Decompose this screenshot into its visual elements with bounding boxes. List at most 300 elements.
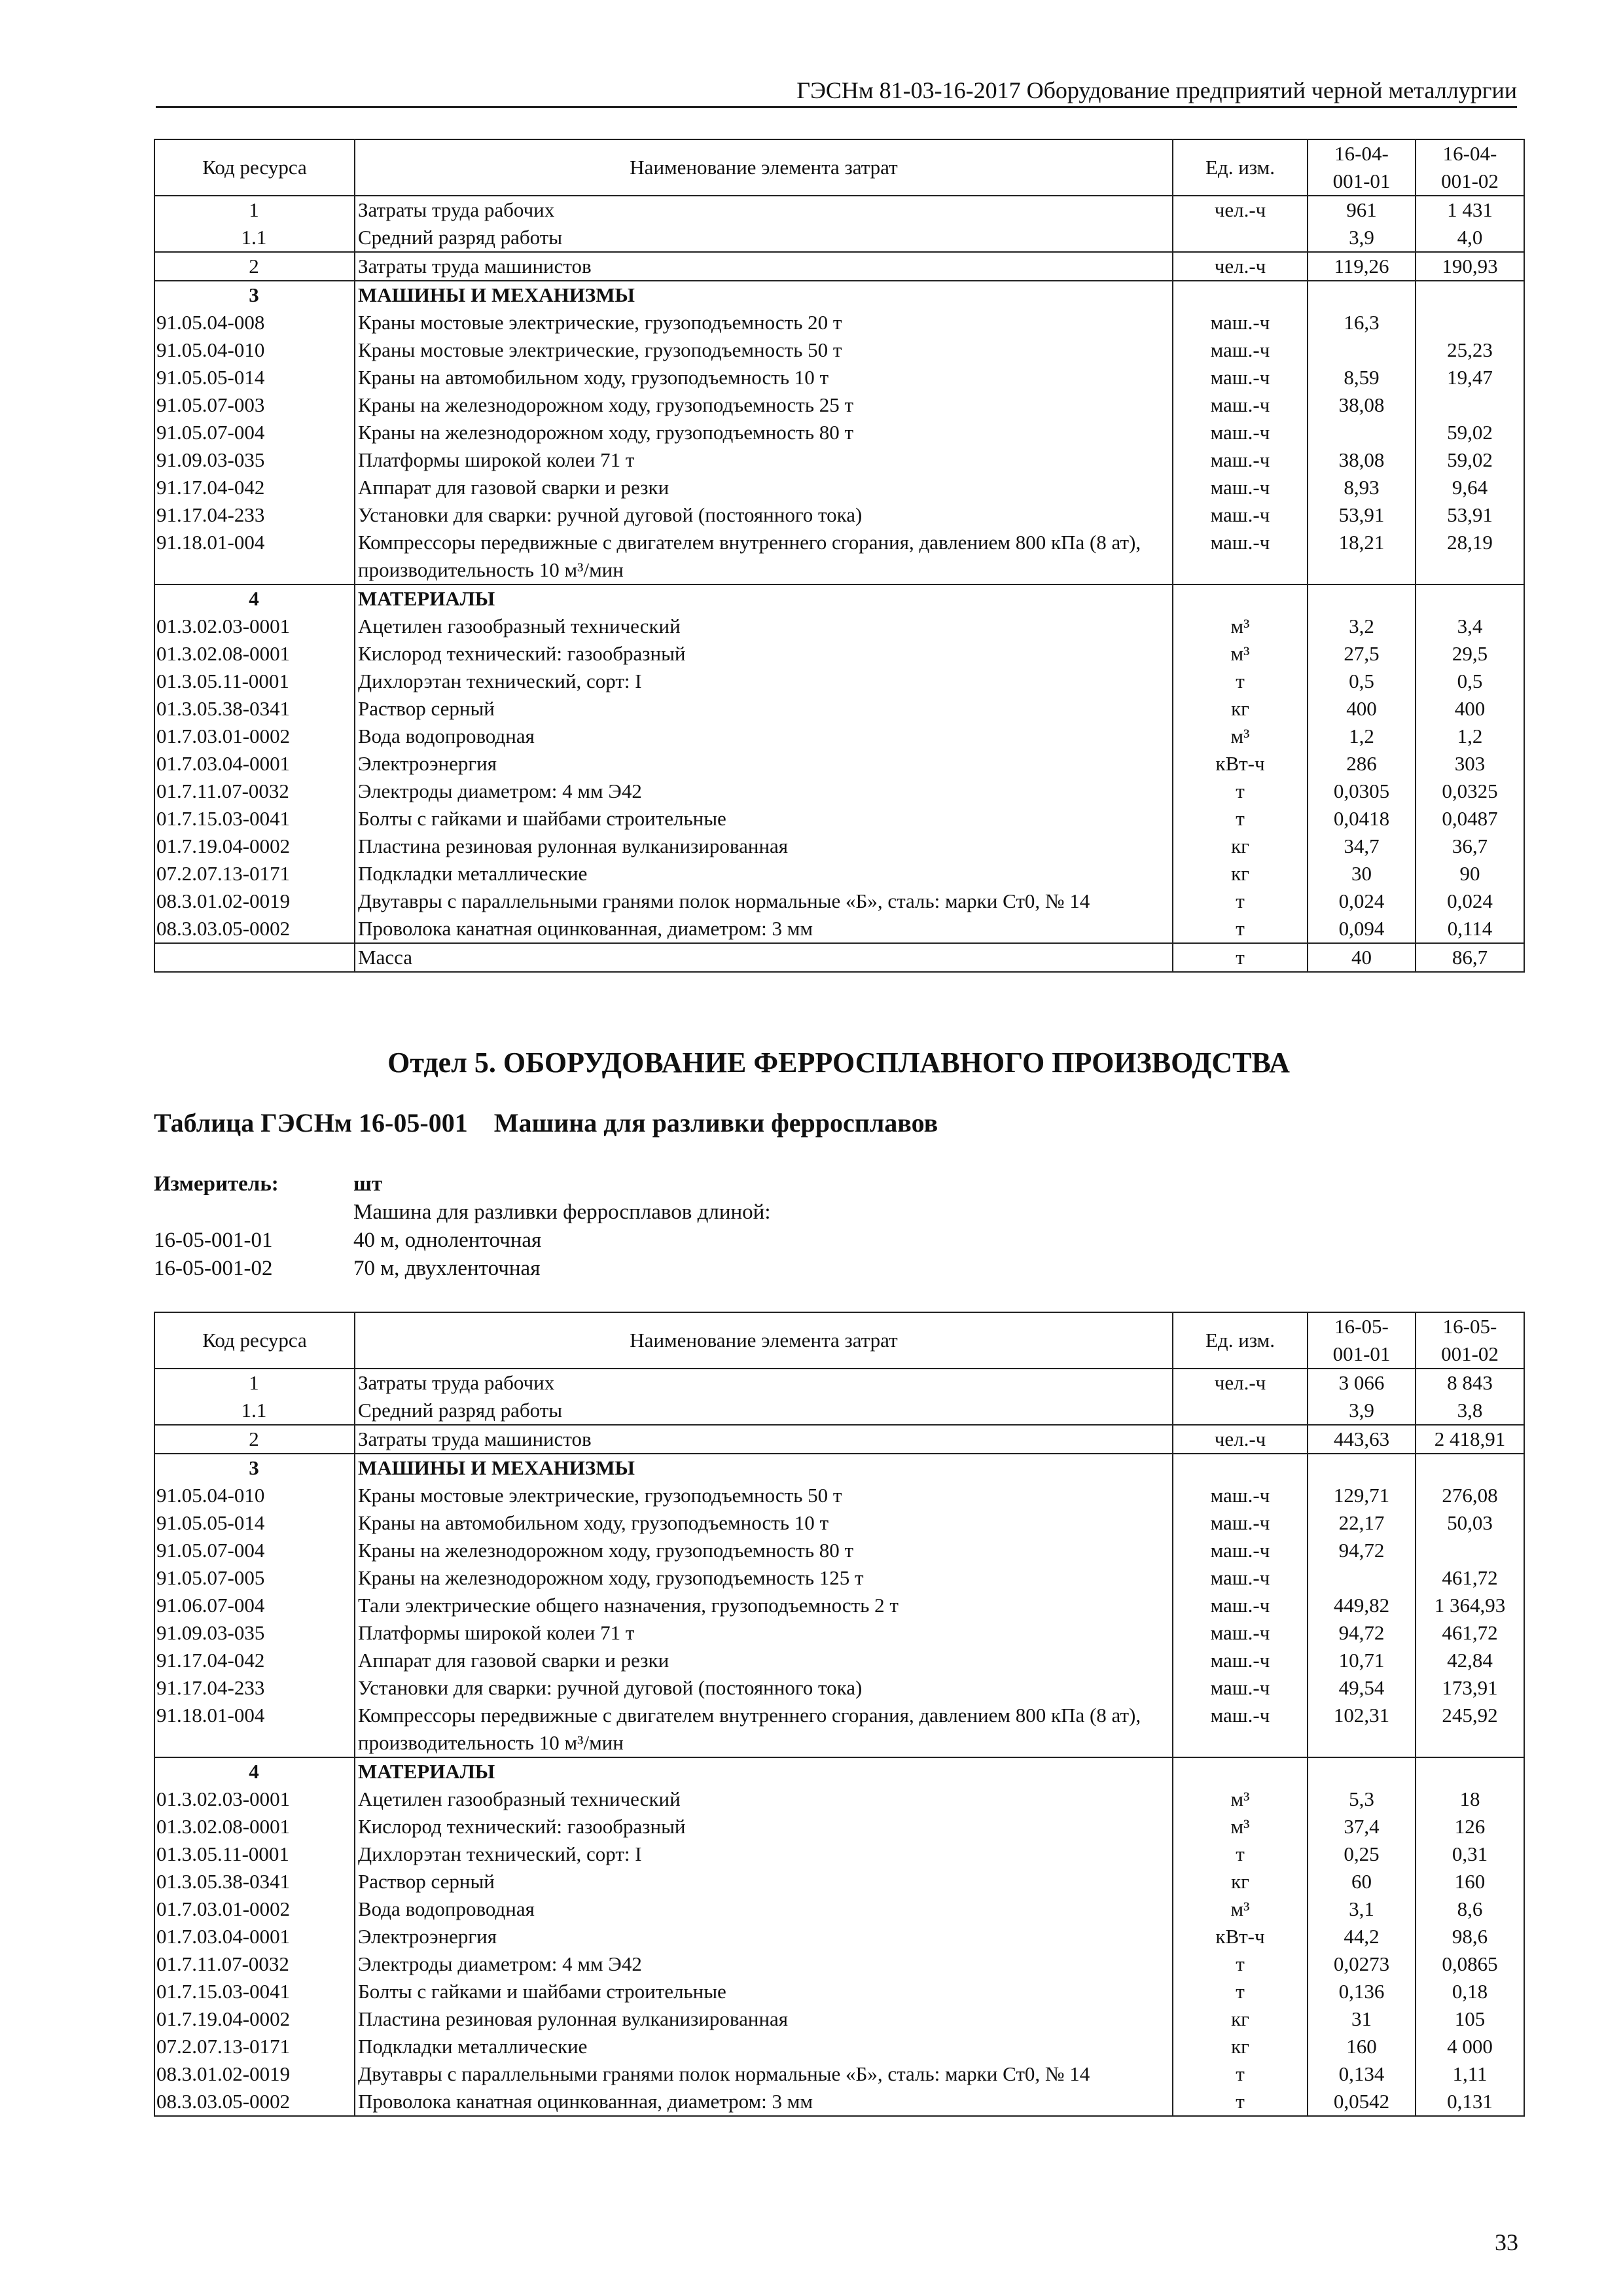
cell-name: Пластина резиновая рулонная вулканизированная xyxy=(355,2005,1173,2033)
cell-code: 01.7.03.04-0001 xyxy=(154,1923,355,1950)
cell-value-2: 19,47 xyxy=(1416,364,1524,391)
cell-name: Установки для сварки: ручной дуговой (постоянного тока) xyxy=(355,1674,1173,1702)
cell-name: Ацетилен газообразный технический xyxy=(355,613,1173,640)
cell-name: Кислород технический: газообразный xyxy=(355,1813,1173,1840)
cell-value-1 xyxy=(1308,336,1416,364)
table-row xyxy=(154,419,1524,446)
cell-unit: маш.-ч xyxy=(1173,1509,1308,1537)
cell-unit: чел.-ч xyxy=(1173,252,1308,281)
cell-code: 91.09.03-035 xyxy=(154,1619,355,1647)
cell-value-2 xyxy=(1416,1757,1524,1785)
cell-value-2: 173,91 xyxy=(1416,1674,1524,1702)
cell-name: Подкладки металлические xyxy=(355,2033,1173,2060)
cell-value-1: 0,5 xyxy=(1308,668,1416,695)
norm-code-part: 16-05- xyxy=(1334,1315,1389,1338)
table-row xyxy=(154,1813,1524,1840)
table-row xyxy=(154,1757,1524,1785)
cell-value-1: 160 xyxy=(1308,2033,1416,2060)
cell-name: Средний разряд работы xyxy=(355,1397,1173,1425)
cell-code: 1 xyxy=(154,196,355,224)
table-row xyxy=(154,1397,1524,1425)
table-row xyxy=(154,888,1524,915)
cell-unit xyxy=(1173,224,1308,252)
cell-unit: кВт-ч xyxy=(1173,750,1308,778)
cell-value-2 xyxy=(1416,1454,1524,1482)
cell-code: 91.17.04-233 xyxy=(154,1674,355,1702)
table-row xyxy=(154,2060,1524,2088)
cell-unit: маш.-ч xyxy=(1173,309,1308,336)
cell-unit: м³ xyxy=(1173,613,1308,640)
table-row xyxy=(154,1978,1524,2005)
column-header-code: Код ресурса xyxy=(154,139,355,196)
cell-code: 91.18.01-004 xyxy=(154,529,355,584)
table-row xyxy=(154,2088,1524,2116)
table-row xyxy=(154,640,1524,668)
table-row xyxy=(154,1369,1524,1397)
cell-code: 08.3.03.05-0002 xyxy=(154,2088,355,2116)
cell-value-1: 30 xyxy=(1308,860,1416,888)
cell-value-2: 8,6 xyxy=(1416,1895,1524,1923)
cell-value-2: 50,03 xyxy=(1416,1509,1524,1537)
table-row xyxy=(154,446,1524,474)
cell-name: Двутавры с параллельными гранями полок нормальные «Б», сталь: марки Ст0, № 14 xyxy=(355,888,1173,915)
cell-value-1: 0,094 xyxy=(1308,915,1416,943)
table-row xyxy=(154,309,1524,336)
cell-name: Дихлорэтан технический, сорт: I xyxy=(355,668,1173,695)
cell-name: Проволока канатная оцинкованная, диаметром: 3 мм xyxy=(355,2088,1173,2116)
cell-unit: маш.-ч xyxy=(1173,1619,1308,1647)
cell-unit: т xyxy=(1173,1950,1308,1978)
cell-unit: т xyxy=(1173,1978,1308,2005)
column-header-norm-1 xyxy=(1308,1312,1416,1369)
table-row xyxy=(154,2005,1524,2033)
cell-name: Краны мостовые электрические, грузоподъемность 50 т xyxy=(355,1482,1173,1509)
table-row xyxy=(154,943,1524,972)
cell-code: 01.7.03.04-0001 xyxy=(154,750,355,778)
cell-code: 01.3.02.08-0001 xyxy=(154,1813,355,1840)
cell-unit: т xyxy=(1173,2088,1308,2116)
cell-name: МАШИНЫ И МЕХАНИЗМЫ xyxy=(355,281,1173,309)
cell-unit: кг xyxy=(1173,1868,1308,1895)
cell-unit: м³ xyxy=(1173,1785,1308,1813)
cell-code: 01.7.03.01-0002 xyxy=(154,723,355,750)
cell-name: Краны мостовые электрические, грузоподъемность 50 т xyxy=(355,336,1173,364)
cell-value-1: 0,25 xyxy=(1308,1840,1416,1868)
cell-value-2: 0,0325 xyxy=(1416,778,1524,805)
table-row xyxy=(154,1923,1524,1950)
cell-unit: м³ xyxy=(1173,640,1308,668)
cell-value-2: 59,02 xyxy=(1416,419,1524,446)
cell-unit: маш.-ч xyxy=(1173,501,1308,529)
cell-name: Двутавры с параллельными гранями полок нормальные «Б», сталь: марки Ст0, № 14 xyxy=(355,2060,1173,2088)
cell-value-2: 1 364,93 xyxy=(1416,1592,1524,1619)
cell-unit: т xyxy=(1173,778,1308,805)
cell-name: Электроды диаметром: 4 мм Э42 xyxy=(355,1950,1173,1978)
resource-table-16-04-001 xyxy=(154,139,1525,973)
cell-code: 91.05.04-010 xyxy=(154,1482,355,1509)
table-row xyxy=(154,501,1524,529)
cell-name: Электроэнергия xyxy=(355,1923,1173,1950)
cell-value-1: 49,54 xyxy=(1308,1674,1416,1702)
measure-unit: шт xyxy=(353,1172,383,1196)
measure-label: Измеритель: xyxy=(154,1172,279,1196)
cell-code: 4 xyxy=(154,584,355,613)
cell-name: Подкладки металлические xyxy=(355,860,1173,888)
norm-code-part: 001-01 xyxy=(1332,170,1391,192)
table-title xyxy=(154,1107,938,1138)
cell-value-1: 0,136 xyxy=(1308,1978,1416,2005)
table-row xyxy=(154,529,1524,584)
cell-value-1: 16,3 xyxy=(1308,309,1416,336)
norm-code-part: 001-02 xyxy=(1441,1342,1499,1365)
cell-unit: кг xyxy=(1173,695,1308,723)
cell-name: Пластина резиновая рулонная вулканизированная xyxy=(355,833,1173,860)
cell-value-2: 90 xyxy=(1416,860,1524,888)
table-row xyxy=(154,695,1524,723)
cell-unit: т xyxy=(1173,915,1308,943)
measure-item-code: 16-05-001-02 xyxy=(154,1257,273,1280)
cell-code: 2 xyxy=(154,252,355,281)
cell-value-2: 3,8 xyxy=(1416,1397,1524,1425)
cell-name: Краны на железнодорожном ходу, грузоподъемность 25 т xyxy=(355,391,1173,419)
cell-code: 91.05.07-005 xyxy=(154,1564,355,1592)
cell-unit: чел.-ч xyxy=(1173,196,1308,224)
cell-unit: маш.-ч xyxy=(1173,474,1308,501)
table-row xyxy=(154,778,1524,805)
table-row xyxy=(154,1647,1524,1674)
cell-value-1: 0,134 xyxy=(1308,2060,1416,2088)
table-row xyxy=(154,252,1524,281)
cell-value-1: 449,82 xyxy=(1308,1592,1416,1619)
cell-value-2: 126 xyxy=(1416,1813,1524,1840)
cell-value-2: 0,18 xyxy=(1416,1978,1524,2005)
cell-unit: кг xyxy=(1173,833,1308,860)
cell-value-2: 59,02 xyxy=(1416,446,1524,474)
norm-code-part: 16-04- xyxy=(1442,142,1497,165)
column-header-name: Наименование элемента затрат xyxy=(355,1312,1173,1369)
cell-code: 91.17.04-042 xyxy=(154,1647,355,1674)
cell-code: 01.3.05.11-0001 xyxy=(154,668,355,695)
cell-value-1: 22,17 xyxy=(1308,1509,1416,1537)
measure-row xyxy=(154,1227,771,1255)
cell-code: 91.09.03-035 xyxy=(154,446,355,474)
cell-code: 2 xyxy=(154,1425,355,1454)
table-title-name: Машина для разливки ферросплавов xyxy=(493,1108,938,1138)
cell-value-1: 38,08 xyxy=(1308,446,1416,474)
cell-code: 3 xyxy=(154,1454,355,1482)
cell-value-2: 1,11 xyxy=(1416,2060,1524,2088)
cell-code: 91.05.04-008 xyxy=(154,309,355,336)
table-row xyxy=(154,805,1524,833)
cell-value-2: 461,72 xyxy=(1416,1564,1524,1592)
cell-name: Краны на железнодорожном ходу, грузоподъемность 80 т xyxy=(355,1537,1173,1564)
cell-value-2: 400 xyxy=(1416,695,1524,723)
cell-name: Краны на автомобильном ходу, грузоподъемность 10 т xyxy=(355,364,1173,391)
cell-value-2 xyxy=(1416,391,1524,419)
column-header-name: Наименование элемента затрат xyxy=(355,139,1173,196)
cell-code: 4 xyxy=(154,1757,355,1785)
resource-table-16-05-001 xyxy=(154,1312,1525,2117)
table-row xyxy=(154,1425,1524,1454)
table-row xyxy=(154,1674,1524,1702)
cell-unit: маш.-ч xyxy=(1173,1702,1308,1757)
measure-row xyxy=(154,1170,771,1198)
cell-code: 01.3.02.03-0001 xyxy=(154,1785,355,1813)
cell-value-1 xyxy=(1308,281,1416,309)
cell-code: 91.17.04-042 xyxy=(154,474,355,501)
cell-name: Вода водопроводная xyxy=(355,723,1173,750)
table-row xyxy=(154,224,1524,252)
cell-unit: маш.-ч xyxy=(1173,1564,1308,1592)
cell-name: Установки для сварки: ручной дуговой (постоянного тока) xyxy=(355,501,1173,529)
cell-name: МАТЕРИАЛЫ xyxy=(355,1757,1173,1785)
cell-value-2: 53,91 xyxy=(1416,501,1524,529)
cell-name: Затраты труда рабочих xyxy=(355,196,1173,224)
measure-spacer xyxy=(154,1198,353,1227)
cell-value-1: 119,26 xyxy=(1308,252,1416,281)
column-header-norm-2 xyxy=(1416,139,1524,196)
cell-value-2: 0,5 xyxy=(1416,668,1524,695)
cell-value-2 xyxy=(1416,584,1524,613)
cell-value-1: 8,59 xyxy=(1308,364,1416,391)
cell-value-2 xyxy=(1416,1537,1524,1564)
norm-code-part: 16-04- xyxy=(1334,142,1389,165)
table-header-row xyxy=(154,1312,1524,1369)
cell-value-2: 98,6 xyxy=(1416,1923,1524,1950)
cell-value-2: 18 xyxy=(1416,1785,1524,1813)
table-row xyxy=(154,474,1524,501)
cell-value-1: 38,08 xyxy=(1308,391,1416,419)
table-row xyxy=(154,336,1524,364)
cell-name: Аппарат для газовой сварки и резки xyxy=(355,1647,1173,1674)
cell-value-1: 40 xyxy=(1308,943,1416,972)
cell-unit: м³ xyxy=(1173,1895,1308,1923)
cell-name: Платформы широкой колеи 71 т xyxy=(355,446,1173,474)
norm-code-part: 001-01 xyxy=(1332,1342,1391,1365)
cell-value-1: 3,1 xyxy=(1308,1895,1416,1923)
cell-value-1: 60 xyxy=(1308,1868,1416,1895)
cell-code: 01.3.05.38-0341 xyxy=(154,1868,355,1895)
cell-value-2: 0,31 xyxy=(1416,1840,1524,1868)
cell-name: Болты с гайками и шайбами строительные xyxy=(355,1978,1173,2005)
cell-unit: т xyxy=(1173,668,1308,695)
cell-value-2: 0,0487 xyxy=(1416,805,1524,833)
cell-code: 08.3.03.05-0002 xyxy=(154,915,355,943)
cell-value-2: 1 431 xyxy=(1416,196,1524,224)
cell-code: 91.05.07-004 xyxy=(154,1537,355,1564)
cell-value-2: 245,92 xyxy=(1416,1702,1524,1757)
cell-value-2: 303 xyxy=(1416,750,1524,778)
table-row xyxy=(154,1454,1524,1482)
cell-code: 1.1 xyxy=(154,1397,355,1425)
cell-value-2: 3,4 xyxy=(1416,613,1524,640)
cell-value-1: 443,63 xyxy=(1308,1425,1416,1454)
cell-name: Краны мостовые электрические, грузоподъемность 20 т xyxy=(355,309,1173,336)
cell-unit: маш.-ч xyxy=(1173,364,1308,391)
cell-code: 01.7.03.01-0002 xyxy=(154,1895,355,1923)
cell-unit: чел.-ч xyxy=(1173,1369,1308,1397)
cell-value-2: 25,23 xyxy=(1416,336,1524,364)
cell-value-2: 1,2 xyxy=(1416,723,1524,750)
table-row xyxy=(154,1840,1524,1868)
cell-name: Тали электрические общего назначения, грузоподъемность 2 т xyxy=(355,1592,1173,1619)
table-row xyxy=(154,584,1524,613)
cell-code: 91.06.07-004 xyxy=(154,1592,355,1619)
cell-name: Кислород технический: газообразный xyxy=(355,640,1173,668)
cell-value-2: 2 418,91 xyxy=(1416,1425,1524,1454)
cell-value-1: 961 xyxy=(1308,196,1416,224)
cell-value-2: 276,08 xyxy=(1416,1482,1524,1509)
table-row xyxy=(154,668,1524,695)
table-row xyxy=(154,1482,1524,1509)
cell-name: Затраты труда машинистов xyxy=(355,1425,1173,1454)
cell-value-2: 160 xyxy=(1416,1868,1524,1895)
cell-name: Краны на железнодорожном ходу, грузоподъемность 80 т xyxy=(355,419,1173,446)
table-row xyxy=(154,1564,1524,1592)
cell-value-2: 105 xyxy=(1416,2005,1524,2033)
cell-value-2: 9,64 xyxy=(1416,474,1524,501)
cell-value-1: 0,0418 xyxy=(1308,805,1416,833)
cell-value-1: 0,0305 xyxy=(1308,778,1416,805)
cell-value-1: 44,2 xyxy=(1308,1923,1416,1950)
cell-value-1: 34,7 xyxy=(1308,833,1416,860)
cell-code: 91.05.07-003 xyxy=(154,391,355,419)
cell-unit: т xyxy=(1173,888,1308,915)
cell-code: 01.7.11.07-0032 xyxy=(154,1950,355,1978)
cell-value-2: 4 000 xyxy=(1416,2033,1524,2060)
cell-code: 01.3.02.03-0001 xyxy=(154,613,355,640)
cell-value-1: 3 066 xyxy=(1308,1369,1416,1397)
measure-row xyxy=(154,1255,771,1283)
table-row xyxy=(154,1785,1524,1813)
cell-name: Ацетилен газообразный технический xyxy=(355,1785,1173,1813)
cell-value-2 xyxy=(1416,309,1524,336)
running-header: ГЭСНм 81-03-16-2017 Оборудование предприятий черной металлургии xyxy=(156,77,1517,108)
cell-code: 01.7.15.03-0041 xyxy=(154,805,355,833)
cell-code: 08.3.01.02-0019 xyxy=(154,2060,355,2088)
table-row xyxy=(154,1509,1524,1537)
cell-code: 01.7.19.04-0002 xyxy=(154,2005,355,2033)
cell-code: 01.3.02.08-0001 xyxy=(154,640,355,668)
cell-unit: маш.-ч xyxy=(1173,391,1308,419)
cell-value-2: 0,0865 xyxy=(1416,1950,1524,1978)
cell-value-1: 1,2 xyxy=(1308,723,1416,750)
column-header-norm-1 xyxy=(1308,139,1416,196)
cell-value-2: 28,19 xyxy=(1416,529,1524,584)
cell-value-1: 5,3 xyxy=(1308,1785,1416,1813)
cell-code: 07.2.07.13-0171 xyxy=(154,2033,355,2060)
cell-unit: маш.-ч xyxy=(1173,1482,1308,1509)
table-row xyxy=(154,1868,1524,1895)
table-row xyxy=(154,833,1524,860)
cell-value-1: 94,72 xyxy=(1308,1619,1416,1647)
cell-code: 91.05.07-004 xyxy=(154,419,355,446)
cell-unit: маш.-ч xyxy=(1173,336,1308,364)
cell-name: Болты с гайками и шайбами строительные xyxy=(355,805,1173,833)
cell-unit: маш.-ч xyxy=(1173,1592,1308,1619)
table-row xyxy=(154,1537,1524,1564)
measure-item-text: 40 м, одноленточная xyxy=(353,1229,542,1252)
table-row xyxy=(154,364,1524,391)
cell-code: 08.3.01.02-0019 xyxy=(154,888,355,915)
table-row xyxy=(154,2033,1524,2060)
table-row xyxy=(154,613,1524,640)
cell-value-1: 3,2 xyxy=(1308,613,1416,640)
cell-unit: т xyxy=(1173,943,1308,972)
cell-value-2: 0,114 xyxy=(1416,915,1524,943)
cell-unit: т xyxy=(1173,2060,1308,2088)
measure-item-text: 70 м, двухленточная xyxy=(353,1257,541,1280)
measure-description: Машина для разливки ферросплавов длиной: xyxy=(353,1200,771,1224)
table-row xyxy=(154,750,1524,778)
cell-unit: т xyxy=(1173,805,1308,833)
cell-name: Вода водопроводная xyxy=(355,1895,1173,1923)
cell-unit: м³ xyxy=(1173,1813,1308,1840)
cell-unit xyxy=(1173,584,1308,613)
cell-name: МАТЕРИАЛЫ xyxy=(355,584,1173,613)
cell-value-1 xyxy=(1308,419,1416,446)
cell-unit: кг xyxy=(1173,2005,1308,2033)
cell-value-2: 0,131 xyxy=(1416,2088,1524,2116)
cell-value-2: 86,7 xyxy=(1416,943,1524,972)
cell-value-1: 0,0273 xyxy=(1308,1950,1416,1978)
cell-unit: м³ xyxy=(1173,723,1308,750)
cell-name: Средний разряд работы xyxy=(355,224,1173,252)
cell-unit: чел.-ч xyxy=(1173,1425,1308,1454)
measure-row xyxy=(154,1198,771,1227)
cell-code: 07.2.07.13-0171 xyxy=(154,860,355,888)
cell-value-1: 129,71 xyxy=(1308,1482,1416,1509)
table-row xyxy=(154,1950,1524,1978)
cell-value-2: 4,0 xyxy=(1416,224,1524,252)
cell-name: Аппарат для газовой сварки и резки xyxy=(355,474,1173,501)
cell-code: 01.7.11.07-0032 xyxy=(154,778,355,805)
cell-name: МАШИНЫ И МЕХАНИЗМЫ xyxy=(355,1454,1173,1482)
cell-name: Раствор серный xyxy=(355,1868,1173,1895)
cell-code: 3 xyxy=(154,281,355,309)
table-row xyxy=(154,915,1524,943)
cell-value-2: 461,72 xyxy=(1416,1619,1524,1647)
table-row xyxy=(154,860,1524,888)
table-row xyxy=(154,1895,1524,1923)
cell-name: Компрессоры передвижные с двигателем внутреннего сгорания, давлением 800 кПа (8 ат), производительность 10 м³/мин xyxy=(355,1702,1173,1757)
cell-value-1: 3,9 xyxy=(1308,224,1416,252)
cell-name: Платформы широкой колеи 71 т xyxy=(355,1619,1173,1647)
cell-value-2: 42,84 xyxy=(1416,1647,1524,1674)
table-title-code: Таблица ГЭСНм 16-05-001 xyxy=(154,1108,468,1138)
cell-code: 1 xyxy=(154,1369,355,1397)
cell-unit: маш.-ч xyxy=(1173,1674,1308,1702)
cell-value-1: 8,93 xyxy=(1308,474,1416,501)
cell-value-2: 190,93 xyxy=(1416,252,1524,281)
section-title: Отдел 5. ОБОРУДОВАНИЕ ФЕРРОСПЛАВНОГО ПРОИЗВОДСТВА xyxy=(387,1047,1290,1079)
cell-unit: маш.-ч xyxy=(1173,1647,1308,1674)
cell-name: Краны на автомобильном ходу, грузоподъемность 10 т xyxy=(355,1509,1173,1537)
table-row xyxy=(154,281,1524,309)
cell-value-2: 8 843 xyxy=(1416,1369,1524,1397)
cell-name: Компрессоры передвижные с двигателем внутреннего сгорания, давлением 800 кПа (8 ат), производительность 10 м³/мин xyxy=(355,529,1173,584)
cell-value-1 xyxy=(1308,584,1416,613)
cell-code: 1.1 xyxy=(154,224,355,252)
cell-unit: маш.-ч xyxy=(1173,529,1308,584)
cell-unit: маш.-ч xyxy=(1173,1537,1308,1564)
cell-value-2: 0,024 xyxy=(1416,888,1524,915)
norm-code-part: 16-05- xyxy=(1442,1315,1497,1338)
cell-name: Затраты труда рабочих xyxy=(355,1369,1173,1397)
column-header-unit: Ед. изм. xyxy=(1173,139,1308,196)
cell-value-1: 37,4 xyxy=(1308,1813,1416,1840)
cell-unit: маш.-ч xyxy=(1173,419,1308,446)
